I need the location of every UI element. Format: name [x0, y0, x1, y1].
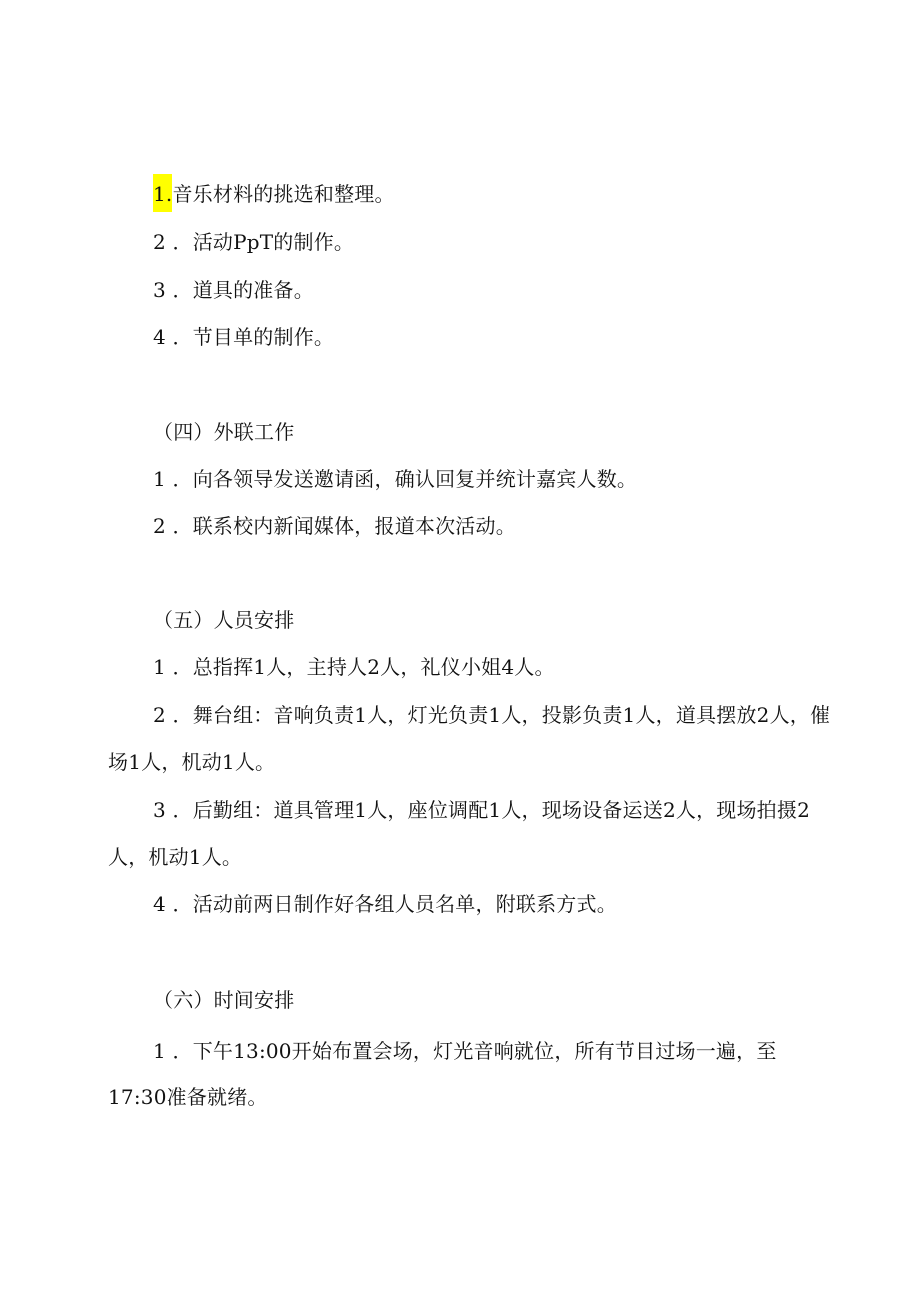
- prep-item-text: 音乐材料的挑选和整理。: [172, 182, 395, 206]
- section4-item-1: [153, 465, 637, 493]
- section5-item-2-continuation: 场1人，机动1人。: [108, 750, 276, 774]
- item-text: ．下午13:00开始布置会场，灯光音响就位，所有节目过场一遍，至: [172, 1039, 777, 1063]
- section5-item-3-continuation: 人，机动1人。: [108, 845, 243, 869]
- highlighted-number: 1.: [153, 174, 172, 212]
- section5-item-3: [153, 796, 810, 824]
- section4-item-2: [153, 512, 516, 540]
- item-number: 1: [153, 1039, 166, 1063]
- item-text: ．活动前两日制作好各组人员名单，附联系方式。: [172, 892, 617, 916]
- prep-item-2: [153, 228, 354, 256]
- section6-item-1: [153, 1037, 777, 1065]
- section-heading-6: （六）时间安排: [153, 988, 295, 1012]
- section5-item-1: [153, 653, 555, 681]
- prep-item-1: [153, 180, 395, 208]
- prep-item-3: [153, 276, 314, 304]
- item-number: 1: [153, 655, 166, 679]
- section-heading-5: （五）人员安排: [153, 608, 295, 632]
- item-number: 3: [153, 798, 166, 822]
- prep-item-text: ．道具的准备。: [172, 278, 314, 302]
- item-number: 1: [153, 467, 166, 491]
- prep-item-text: ．节目单的制作。: [172, 325, 335, 349]
- prep-item-text: ．活动PpT的制作。: [172, 230, 355, 254]
- item-number: 2: [153, 514, 166, 538]
- section5-item-4: [153, 890, 617, 918]
- prep-item-4: [153, 323, 334, 351]
- item-number: 4: [153, 892, 166, 916]
- section6-item-1-continuation: 17:30准备就绪。: [108, 1085, 268, 1109]
- item-number: 4: [153, 325, 166, 349]
- item-text: ．总指挥1人，主持人2人，礼仪小姐4人。: [172, 655, 555, 679]
- item-text: ．后勤组：道具管理1人，座位调配1人，现场设备运送2人，现场拍摄2: [172, 798, 810, 822]
- item-number: 3: [153, 278, 166, 302]
- section5-item-2: [153, 701, 830, 729]
- item-text: ．向各领导发送邀请函，确认回复并统计嘉宾人数。: [172, 467, 638, 491]
- item-number: 2: [153, 230, 166, 254]
- item-text: ．舞台组：音响负责1人，灯光负责1人，投影负责1人，道具摆放2人，催: [172, 703, 831, 727]
- item-number: 2: [153, 703, 166, 727]
- item-text: ．联系校内新闻媒体，报道本次活动。: [172, 514, 516, 538]
- section-heading-4: （四）外联工作: [153, 420, 295, 444]
